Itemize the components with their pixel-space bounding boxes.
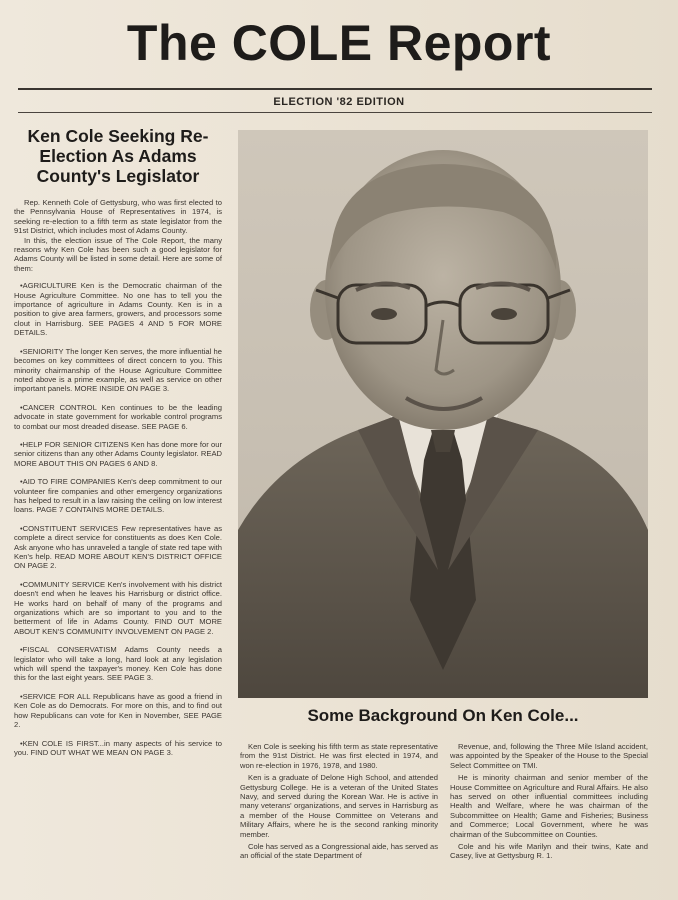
background-paragraph: Ken is a graduate of Delone High School, and attended Gettysburg College. He is a veteran of the United States Navy, and served during the Korean War. He is active in many veterans' organizations, and serves in Harrisburg as a member of the House Committee on Veterans and Military Affairs, where he is the second ranking minority member. [240, 773, 438, 839]
edition-rule [18, 112, 652, 113]
background-paragraph: Ken Cole is seeking his fifth term as state representative from the 91st District. He was first elected in 1974, and won re-election in 1976, 1978, and 1980. [240, 742, 438, 770]
issue-bullet: •KEN COLE IS FIRST...in many aspects of his service to you. FIND OUT WHAT WE MEAN ON PAGE 3. [14, 738, 222, 757]
masthead-title: The COLE Report [126, 15, 552, 71]
lead-story-column [14, 126, 222, 766]
background-paragraph: Cole has served as a Congressional aide, has served as an official of the state Department of [240, 842, 438, 861]
background-paragraph: Cole and his wife Marilyn and their twins, Kate and Casey, live at Gettysburg R. 1. [450, 842, 648, 861]
issue-bullet: •CANCER CONTROL Ken continues to be the leading advocate in state government for workable control programs to combat our most dreaded disease. SEE PAGE 6. [14, 402, 222, 431]
background-column-2 [450, 742, 648, 864]
edition-label: ELECTION '82 EDITION [273, 96, 405, 108]
lead-paragraph: In this, the election issue of The Cole Report, the many reasons why Ken Cole has been such a good legislator for Adams County will be listed in some detail. Here are some of them: [14, 235, 222, 273]
portrait-photo [238, 130, 648, 698]
masthead-rule [18, 88, 652, 90]
issue-bullet: •SERVICE FOR ALL Republicans have as good a friend in Ken Cole as do Democrats. For more on this, and to find out how Republicans can vote for Ken in November, SEE PAGE 2. [14, 691, 222, 730]
issue-bullet-list [14, 281, 222, 757]
lead-paragraph: Rep. Kenneth Cole of Gettysburg, who was first elected to the Pennsylvania House of Representatives in 1974, is seeking re-election to a fifth term as state legislator from the 91st District, which includes most of Adams County. [14, 198, 222, 236]
issue-bullet: •FISCAL CONSERVATISM Adams County needs a legislator who will take a long, hard look at any legislation which will spend the taxpayer's money. Ken Cole has done this for the last eight years. SEE PAGE 3. [14, 645, 222, 683]
background-article [240, 742, 648, 864]
issue-bullet: •AGRICULTURE Ken is the Democratic chairman of the House Agriculture Committee. No one has to tell you the importance of agriculture in Adams County. Ken is in a position to give area farmers, growers, and processors some clout in Harrisburg. SEE PAGES 4 AND 5 FOR MORE DETAILS. [14, 281, 222, 338]
issue-bullet: •AID TO FIRE COMPANIES Ken's deep commitment to our volunteer fire companies and other emergency organizations has helped to result in a law raising the ceiling on low interest loans. PAGE 7 CONTAINS MORE DETAILS. [14, 477, 222, 515]
portrait-illustration [238, 130, 648, 698]
issue-bullet: •COMMUNITY SERVICE Ken's involvement with his district doesn't end when he leaves his Harrisburg or district office. He works hard on behalf of many of the programs and organizations which are so important to you and to the betterment of life in Adams County. FIND OUT MORE ABOUT KEN'S COMMUNITY INVOLVEMENT ON PAGE 2. [14, 579, 222, 636]
issue-bullet: •CONSTITUENT SERVICES Few representatives have as complete a direct service for constituents as does Ken Cole. Ask anyone who has unraveled a tangle of state red tape with Ken's help. READ MORE ABOUT KEN'S DISTRICT OFFICE ON PAGE 2. [14, 523, 222, 571]
issue-bullet: •HELP FOR SENIOR CITIZENS Ken has done more for our senior citizens than any other Adams County legislator. READ MORE ABOUT THIS ON PAGES 6 AND 8. [14, 439, 222, 468]
background-paragraph: He is minority chairman and senior member of the House Committee on Agriculture and Rural Affairs. He also has served on other influential committees including Health and Welfare, where he was chairman of the Subcommittee on Health; Game and Fisheries; Business and Commerce; Local Government, where he was chairman of the Subcommittee on Counties. [450, 773, 648, 839]
lead-headline: Ken Cole Seeking Re-Election As Adams County's Legislator [27, 126, 209, 186]
background-paragraph: Revenue, and, following the Three Mile Island accident, was appointed by the Speaker of the House to the Special Select Committee on TMI. [450, 742, 648, 770]
issue-bullet: •SENIORITY The longer Ken serves, the more influential he becomes on key committees of direct concern to you. This minority chairmanship of the House Agriculture Committee noted above is a prime example, as well as service on other important panels. MORE INSIDE ON PAGE 3. [14, 346, 222, 394]
background-column-1 [240, 742, 438, 864]
background-heading: Some Background On Ken Cole... [307, 706, 579, 725]
